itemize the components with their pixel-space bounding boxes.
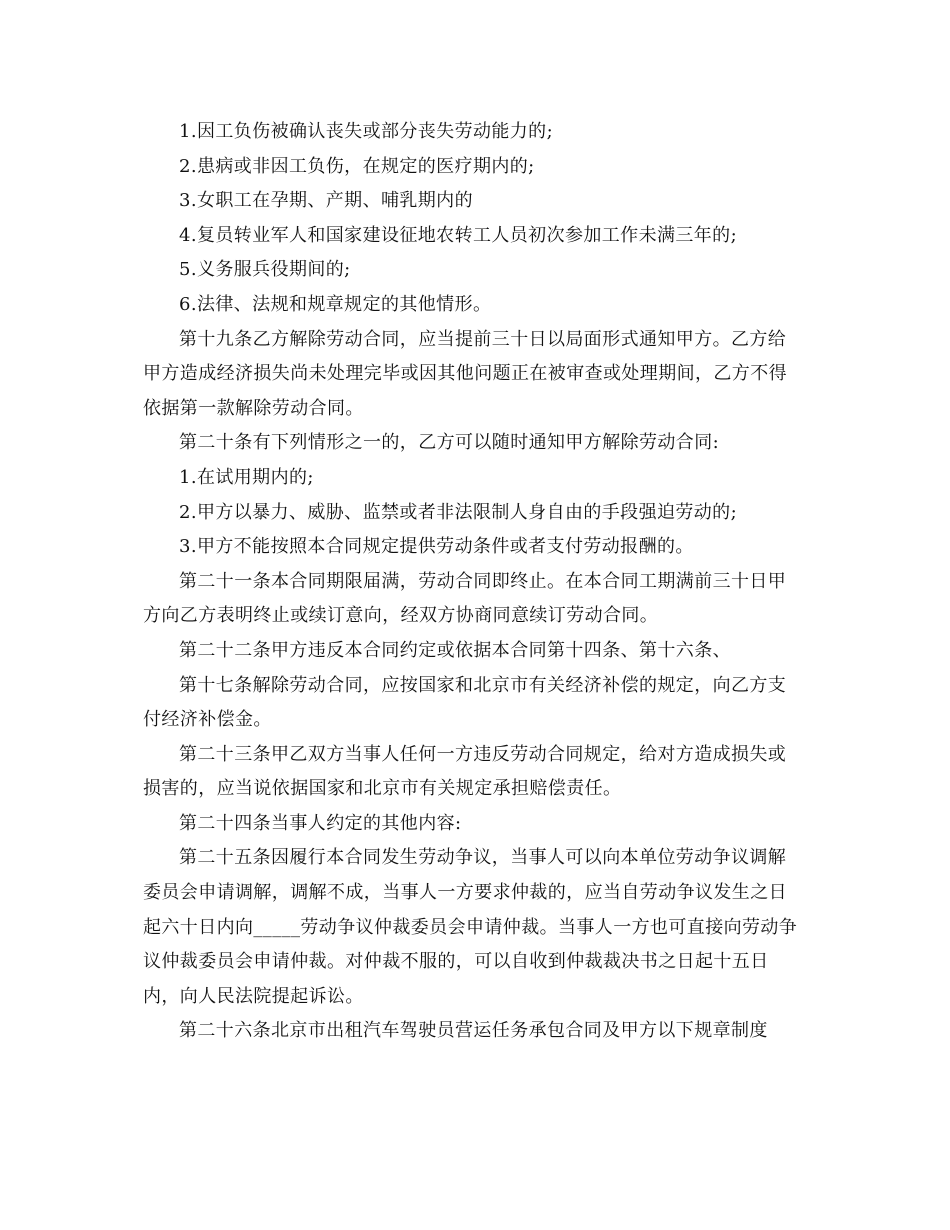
text-line: 第二十一条本合同期限届满，劳动合同即终止。在本合同工期满前三十日甲: [179, 570, 787, 592]
text-line: 3.甲方不能按照本合同规定提供劳动条件或者支付劳动报酬的。: [179, 536, 694, 558]
text-line: 5.义务服兵役期间的;: [179, 259, 351, 281]
text-line: 6.法律、法规和规章规定的其他情形。: [179, 293, 492, 315]
text-line: 第二十二条甲方违反本合同约定或依据本合同第十四条、第十六条、: [179, 639, 731, 661]
text-line: 1.因工负伤被确认丧失或部分丧失劳动能力的;: [179, 121, 554, 142]
text-line: 方向乙方表明终止或续订意向，经双方协商同意续订劳动合同。: [143, 605, 659, 627]
text-line: 第十七条解除劳动合同，应按国家和北京市有关经济补偿的规定，向乙方支: [179, 674, 787, 696]
text-line: 依据第一款解除劳动合同。: [143, 397, 364, 419]
text-line: 议仲裁委员会申请仲裁。对仲裁不服的，可以自收到仲裁裁决书之日起十五日: [143, 951, 769, 973]
text-line: 付经济补偿金。: [143, 709, 272, 731]
text-line: 甲方造成经济损失尚未处理完毕或因其他问题正在被审查或处理期间，乙方不得: [143, 363, 787, 385]
text-line: 第十九条乙方解除劳动合同，应当提前三十日以局面形式通知甲方。乙方给: [179, 328, 787, 350]
text-line: 1.在试用期内的;: [179, 466, 314, 488]
document-body: [143, 115, 803, 1049]
text-line: 起六十日内向_____劳动争议仲裁委员会申请仲裁。当事人一方也可直接向劳动争: [143, 916, 798, 938]
text-line: 内，向人民法院提起诉讼。: [143, 985, 364, 1007]
text-line: 第二十四条当事人约定的其他内容:: [179, 812, 462, 834]
text-line: 第二十条有下列情形之一的，乙方可以随时通知甲方解除劳动合同:: [179, 432, 720, 454]
text-line: 第二十六条北京市出租汽车驾驶员营运任务承包合同及甲方以下规章制度: [179, 1020, 768, 1042]
text-line: 第二十三条甲乙双方当事人任何一方违反劳动合同规定，给对方造成损失或: [179, 743, 787, 765]
text-line: 2.患病或非因工负伤，在规定的医疗期内的;: [179, 155, 535, 177]
text-line: 3.女职工在孕期、产期、哺乳期内的: [179, 190, 473, 212]
text-line: 损害的，应当说依据国家和北京市有关规定承担赔偿责任。: [143, 778, 622, 800]
text-line: 2.甲方以暴力、威胁、监禁或者非法限制人身自由的手段强迫劳动的;: [179, 501, 738, 523]
text-line: 第二十五条因履行本合同发生劳动争议，当事人可以向本单位劳动争议调解: [179, 847, 787, 869]
text-line: 委员会申请调解，调解不成，当事人一方要求仲裁的，应当自劳动争议发生之日: [143, 882, 787, 904]
text-line: 4.复员转业军人和国家建设征地农转工人员初次参加工作未满三年的;: [179, 224, 738, 246]
